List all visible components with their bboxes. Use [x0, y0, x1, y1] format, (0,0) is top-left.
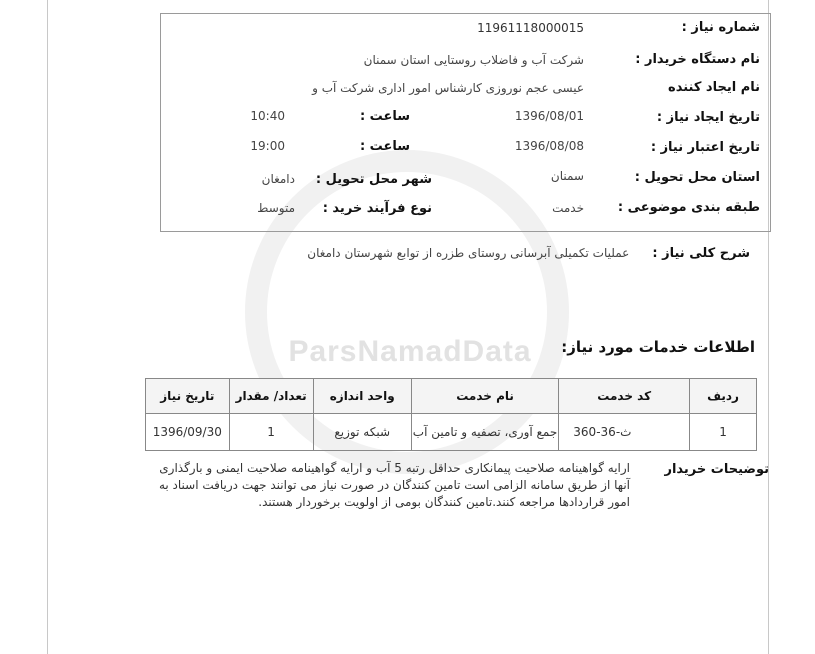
valid-time-label: ساعت : [359, 139, 410, 154]
valid-date: 1396/08/08 [514, 139, 584, 153]
col-need-date: تاریخ نیاز [146, 379, 230, 414]
province-label: استان محل تحویل : [634, 170, 760, 185]
services-header-row [146, 379, 757, 414]
notes-text: ارایه گواهینامه صلاحیت پیمانکاری حداقل رتبه 5 آب و ارایه گواهینامه صلاحیت ایمنی و بارگذاری آنها از طریق سامانه الزامی است تامین کنندگان در صورت نیاز می توانند جهت دریافت اسناد به امور قراردادها مراجعه کنند.تامین کنندگان بومی از اولویت برخوردار هستند. [158, 461, 630, 509]
cell-need-date: 1396/09/30 [146, 414, 230, 451]
description-row [290, 242, 750, 261]
province-row [161, 166, 770, 196]
valid-date-row [161, 136, 770, 166]
need-number: 11961118000015 [477, 21, 584, 35]
city: دامغان [261, 172, 295, 186]
process-label: نوع فرآیند خرید : [322, 201, 432, 216]
need-number-label: شماره نیاز : [681, 20, 760, 35]
created-date-row [161, 106, 770, 136]
created-time: 10:40 [250, 109, 285, 123]
process: متوسط [257, 201, 295, 215]
description-text: عملیات تکمیلی آبرسانی روستای طزره از توابع شهرستان دامغان [307, 246, 630, 260]
col-service-name: نام خدمت [411, 379, 558, 414]
notes-label: توضیحات خریدار [664, 462, 769, 477]
creator-label: نام ایجاد کننده [668, 80, 760, 95]
col-service-code: کد خدمت [559, 379, 690, 414]
category-row [161, 196, 770, 226]
creator-row [161, 76, 770, 106]
created-date: 1396/08/01 [514, 109, 584, 123]
need-info-box [160, 13, 771, 232]
creator: عیسی عجم نوروزی کارشناس امور اداری شرکت آب و [312, 81, 584, 95]
category: خدمت [552, 201, 584, 215]
cell-row-number: 1 [690, 414, 757, 451]
col-quantity: تعداد/ مقدار [229, 379, 313, 414]
created-time-label: ساعت : [359, 109, 410, 124]
services-title: اطلاعات خدمات مورد نیاز: [561, 338, 755, 356]
valid-date-label: تاریخ اعتبار نیاز : [650, 140, 760, 155]
col-row-number: ردیف [690, 379, 757, 414]
province: سمنان [550, 169, 584, 183]
cell-service-name: جمع آوری، تصفیه و تامین آب [411, 414, 558, 451]
col-unit: واحد اندازه [313, 379, 411, 414]
city-label: شهر محل تحویل : [315, 172, 432, 187]
description-label: شرح کلی نیاز : [652, 246, 750, 261]
category-label: طبقه بندی موضوعی : [617, 200, 760, 215]
cell-unit: شبکه توزیع [313, 414, 411, 451]
watermark-text: ParsNamadData [288, 335, 532, 368]
need-number-row [161, 18, 770, 48]
buyer: شرکت آب و فاضلاب روستایی استان سمنان [363, 53, 584, 67]
table-row [146, 414, 757, 451]
cell-quantity: 1 [229, 414, 313, 451]
buyer-row [161, 48, 770, 78]
services-table [145, 378, 757, 451]
cell-service-code: ث-36-360 [559, 414, 690, 451]
created-date-label: تاریخ ایجاد نیاز : [656, 110, 760, 125]
valid-time: 19:00 [250, 139, 285, 153]
page-guide-left [47, 0, 48, 654]
buyer-label: نام دستگاه خریدار : [635, 52, 760, 67]
